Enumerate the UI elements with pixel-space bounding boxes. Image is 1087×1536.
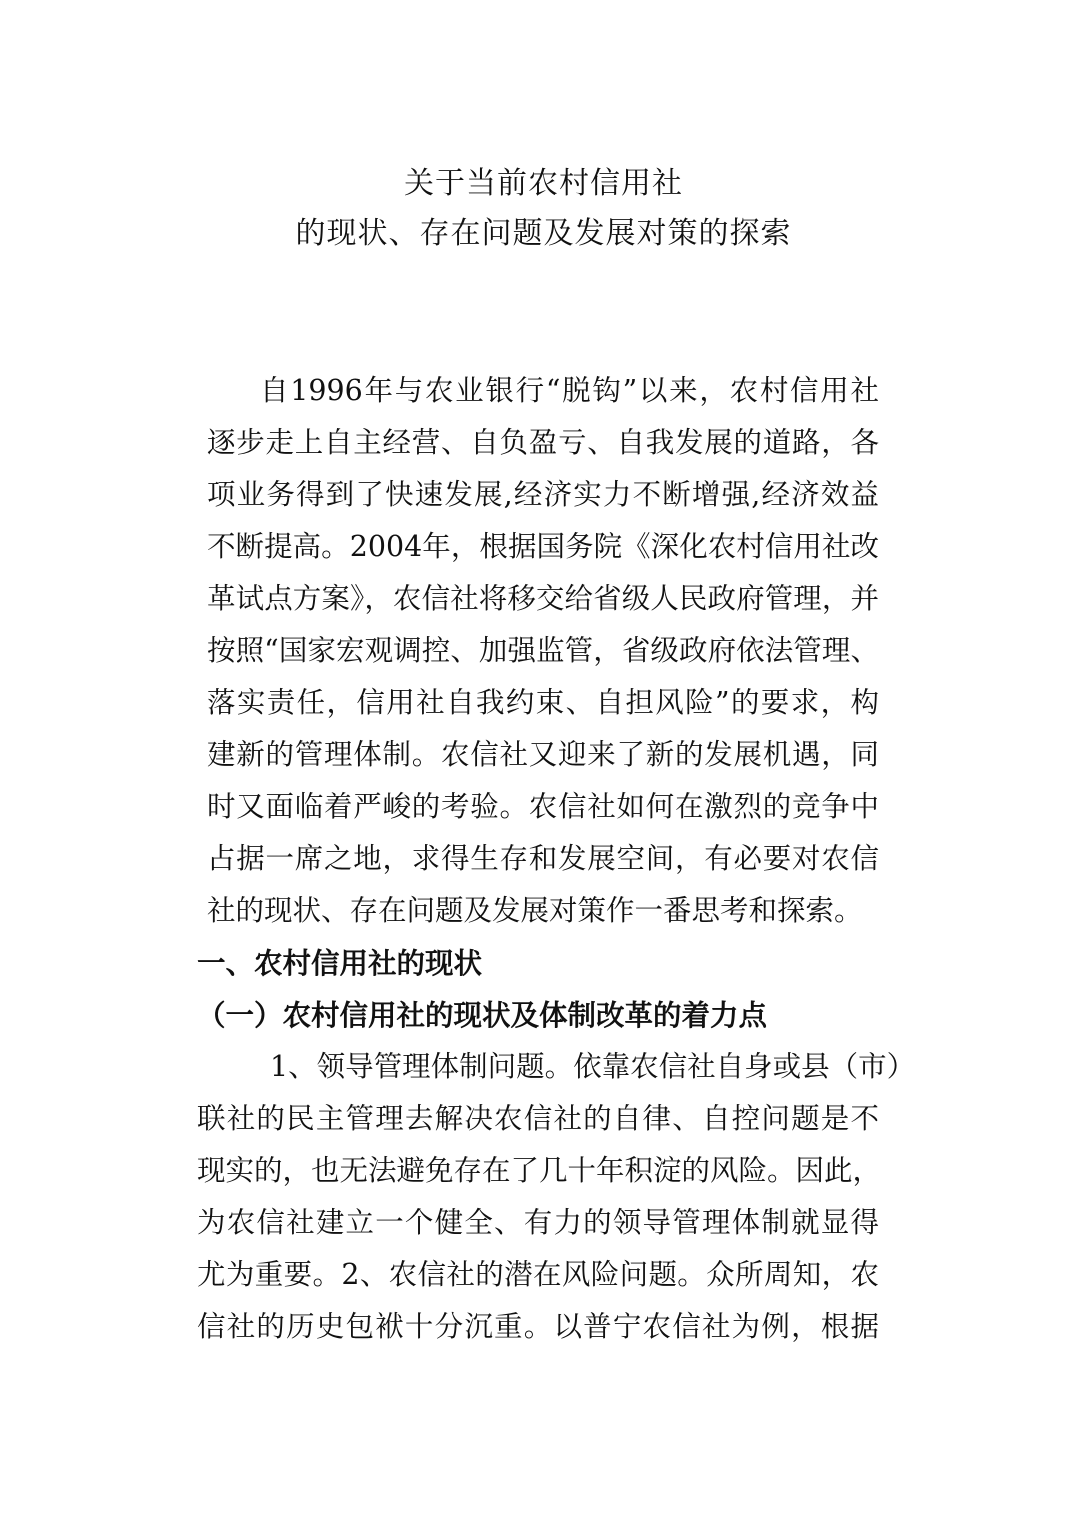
body-line: 1、领导管理体制问题。依靠农信社自身或县（市） [270, 1050, 916, 1083]
intro-line: 按照“国家宏观调控、加强监管，省级政府依法管理、 [207, 634, 879, 667]
body-line: 信社的历史包袱十分沉重。以普宁农信社为例，根据 [197, 1310, 879, 1343]
subsection-heading: （一）农村信用社的现状及体制改革的着力点 [197, 998, 768, 1032]
body-line: 为农信社建立一个健全、有力的领导管理体制就显得 [197, 1206, 879, 1239]
body-line: 尤为重要。2、农信社的潜在风险问题。众所周知，农 [197, 1258, 879, 1291]
intro-line: 占据一席之地，求得生存和发展空间，有必要对农信 [207, 842, 879, 875]
intro-line: 建新的管理体制。农信社又迎来了新的发展机遇，同 [207, 738, 879, 771]
document-title-line-1: 关于当前农村信用社 [404, 166, 683, 201]
section-heading: 一、农村信用社的现状 [197, 946, 483, 980]
intro-line: 革试点方案》，农信社将移交给省级人民政府管理，并 [207, 582, 879, 615]
intro-line: 社的现状、存在问题及发展对策作一番思考和探索。 [207, 894, 863, 927]
body-line: 联社的民主管理去解决农信社的自律、自控问题是不 [197, 1102, 879, 1135]
document-title-line-2: 的现状、存在问题及发展对策的探索 [295, 216, 792, 251]
intro-line: 落实责任，信用社自我约束、自担风险”的要求，构 [207, 686, 879, 719]
intro-line: 自1996年与农业银行“脱钩”以来，农村信用社 [260, 374, 879, 407]
intro-line: 时又面临着严峻的考验。农信社如何在激烈的竞争中 [207, 790, 879, 823]
intro-line: 逐步走上自主经营、自负盈亏、自我发展的道路，各 [207, 426, 879, 459]
body-line: 现实的，也无法避免存在了几十年积淀的风险。因此， [197, 1154, 882, 1187]
intro-line: 项业务得到了快速发展,经济实力不断增强,经济效益 [207, 478, 879, 511]
intro-line: 不断提高。2004年，根据国务院《深化农村信用社改 [207, 530, 879, 563]
